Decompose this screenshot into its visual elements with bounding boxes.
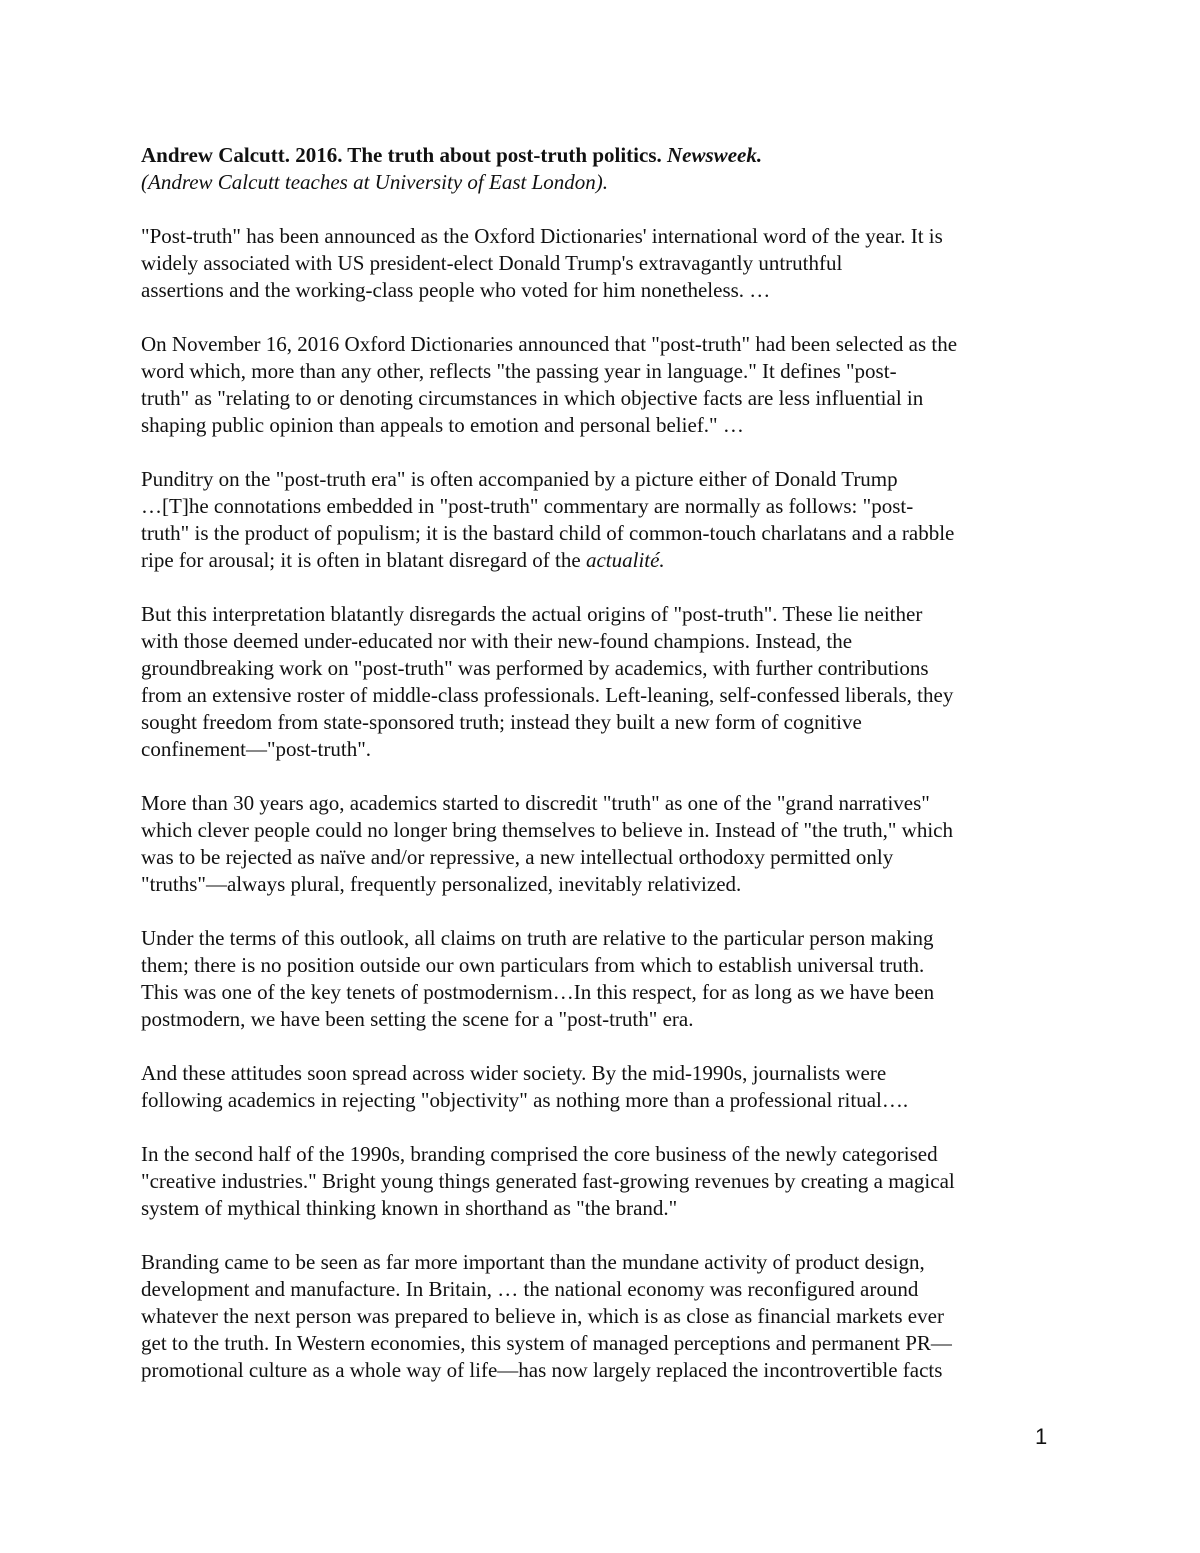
paragraph [141, 601, 1061, 763]
paragraph [141, 223, 1061, 304]
text-line: truth" as "relating to or denoting circumstances in which objective facts are less influential in [141, 386, 924, 410]
text-line: Punditry on the "post-truth era" is often accompanied by a picture either of Donald Trump [141, 467, 898, 491]
text-line: widely associated with US president-elect Donald Trump's extravagantly untruthful [141, 251, 843, 275]
paragraph [141, 1249, 1061, 1384]
text-line: postmodern, we have been setting the scene for a "post-truth" era. [141, 1007, 694, 1031]
text-line: "truths"—always plural, frequently personalized, inevitably relativized. [141, 872, 742, 896]
author-affiliation: (Andrew Calcutt teaches at University of East London). [141, 170, 608, 194]
paragraph [141, 1060, 1061, 1114]
emphasis-text: actualité. [585, 548, 665, 572]
journal-name: Newsweek. [667, 143, 763, 167]
article-body [141, 142, 1061, 1384]
text-line: This was one of the key tenets of postmodernism…In this respect, for as long as we have been [141, 980, 935, 1004]
text-line: assertions and the working-class people who voted for him nonetheless. … [141, 278, 771, 302]
text-line: word which, more than any other, reflects "the passing year in language." It defines "post- [141, 359, 897, 383]
text-line: truth" is the product of populism; it is the bastard child of common-touch charlatans and a rabble [141, 521, 955, 545]
citation-text: Andrew Calcutt. 2016. The truth about post-truth politics. [141, 143, 662, 167]
text-line: Under the terms of this outlook, all claims on truth are relative to the particular person making [141, 926, 934, 950]
text-line: promotional culture as a whole way of life—has now largely replaced the incontrovertible facts [141, 1358, 943, 1382]
text-line: following academics in rejecting "objectivity" as nothing more than a professional ritual…. [141, 1088, 909, 1112]
paragraph [141, 790, 1061, 898]
text-line: whatever the next person was prepared to believe in, which is as close as financial markets ever [141, 1304, 944, 1328]
text-line: confinement—"post-truth". [141, 737, 372, 761]
page-number: 1 [1035, 1424, 1048, 1449]
text-run: ripe for arousal; it is often in blatant disregard of the [141, 548, 586, 572]
text-line: groundbreaking work on "post-truth" was performed by academics, with further contributions [141, 656, 929, 680]
text-line: …[T]he connotations embedded in "post-truth" commentary are normally as follows: "post- [141, 494, 914, 518]
text-line: from an extensive roster of middle-class professionals. Left-leaning, self-confessed liberals, they [141, 683, 954, 707]
text-line: which clever people could no longer bring themselves to believe in. Instead of "the truth," which [141, 818, 953, 842]
paragraph [141, 466, 1061, 574]
text-line: On November 16, 2016 Oxford Dictionaries announced that "post-truth" had been selected as the [141, 332, 958, 356]
text-line: with those deemed under-educated nor with their new-found champions. Instead, the [141, 629, 853, 653]
text-line: system of mythical thinking known in shorthand as "the brand." [141, 1196, 678, 1220]
text-line: shaping public opinion than appeals to emotion and personal belief." … [141, 413, 744, 437]
text-line: "Post-truth" has been announced as the Oxford Dictionaries' international word of the year. It is [141, 224, 943, 248]
text-line: More than 30 years ago, academics started to discredit "truth" as one of the "grand narratives" [141, 791, 930, 815]
paragraph [141, 925, 1061, 1033]
text-line: was to be rejected as naïve and/or repressive, a new intellectual orthodoxy permitted only [141, 845, 894, 869]
article-citation [141, 142, 1061, 169]
text-line: "creative industries." Bright young things generated fast-growing revenues by creating a magical [141, 1169, 955, 1193]
text-line: get to the truth. In Western economies, this system of managed perceptions and permanent PR— [141, 1331, 952, 1355]
text-line: sought freedom from state-sponsored truth; instead they built a new form of cognitive [141, 710, 862, 734]
text-line [141, 547, 1061, 574]
paragraph [141, 1141, 1061, 1222]
paragraph [141, 331, 1061, 439]
text-line: them; there is no position outside our own particulars from which to establish universal truth. [141, 953, 925, 977]
text-line: development and manufacture. In Britain, … the national economy was reconfigured around [141, 1277, 919, 1301]
text-line: In the second half of the 1990s, branding comprised the core business of the newly categorised [141, 1142, 938, 1166]
text-line: And these attitudes soon spread across wider society. By the mid-1990s, journalists were [141, 1061, 887, 1085]
text-line: But this interpretation blatantly disregards the actual origins of "post-truth". These lie neither [141, 602, 923, 626]
text-line: Branding came to be seen as far more important than the mundane activity of product design, [141, 1250, 925, 1274]
